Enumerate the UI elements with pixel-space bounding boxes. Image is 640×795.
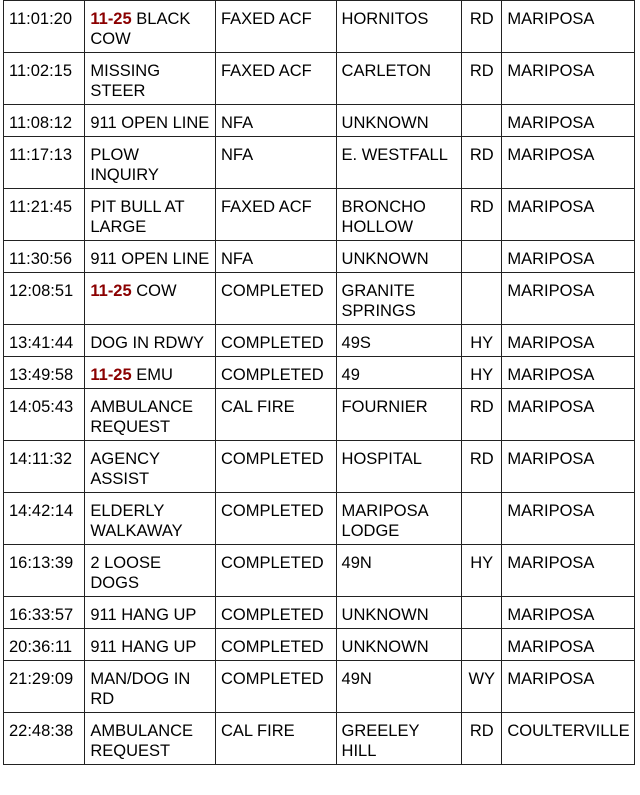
table-row — [4, 325, 635, 357]
suffix-cell — [462, 597, 502, 629]
disposition-cell: FAXED ACF — [215, 189, 336, 241]
table-row — [4, 597, 635, 629]
disposition-cell: COMPLETED — [215, 441, 336, 493]
incident-cell — [85, 389, 216, 441]
table-row — [4, 629, 635, 661]
suffix-cell — [462, 241, 502, 273]
incident-cell — [85, 273, 216, 325]
disposition-cell: COMPLETED — [215, 629, 336, 661]
incident-text: BLACK COW — [90, 10, 191, 48]
city-cell: MARIPOSA — [502, 661, 635, 713]
location-cell: UNKNOWN — [336, 241, 462, 273]
suffix-cell: RD — [462, 1, 502, 53]
city-cell: COULTERVILLE — [502, 713, 635, 765]
suffix-cell: HY — [462, 325, 502, 357]
time-cell: 16:33:57 — [4, 597, 85, 629]
table-row — [4, 189, 635, 241]
city-cell: MARIPOSA — [502, 273, 635, 325]
location-cell: CARLETON — [336, 53, 462, 105]
incident-cell — [85, 713, 216, 765]
table-row — [4, 53, 635, 105]
city-cell: MARIPOSA — [502, 189, 635, 241]
table-row — [4, 661, 635, 713]
time-cell: 11:21:45 — [4, 189, 85, 241]
disposition-cell: FAXED ACF — [215, 53, 336, 105]
disposition-cell: COMPLETED — [215, 493, 336, 545]
location-cell: UNKNOWN — [336, 629, 462, 661]
time-cell: 14:42:14 — [4, 493, 85, 545]
incident-cell — [85, 493, 216, 545]
incident-text: EMU — [131, 366, 173, 384]
incident-text: AMBULANCE REQUEST — [90, 722, 194, 760]
city-cell: MARIPOSA — [502, 357, 635, 389]
city-cell: MARIPOSA — [502, 389, 635, 441]
table-row — [4, 493, 635, 545]
city-cell: MARIPOSA — [502, 545, 635, 597]
incident-text: PIT BULL AT LARGE — [90, 198, 185, 236]
location-cell: 49S — [336, 325, 462, 357]
incident-cell — [85, 241, 216, 273]
incident-code: 11-25 — [90, 366, 132, 384]
city-cell: MARIPOSA — [502, 137, 635, 189]
disposition-cell: COMPLETED — [215, 597, 336, 629]
incident-text: 911 OPEN LINE — [90, 114, 210, 132]
incident-cell — [85, 325, 216, 357]
suffix-cell: RD — [462, 189, 502, 241]
incident-text: 911 HANG UP — [90, 638, 197, 656]
table-row — [4, 389, 635, 441]
incident-code: 11-25 — [90, 10, 132, 28]
incident-cell — [85, 137, 216, 189]
incident-cell — [85, 629, 216, 661]
incident-text: AMBULANCE REQUEST — [90, 398, 194, 436]
time-cell: 16:13:39 — [4, 545, 85, 597]
city-cell: MARIPOSA — [502, 629, 635, 661]
time-cell: 11:02:15 — [4, 53, 85, 105]
time-cell: 12:08:51 — [4, 273, 85, 325]
disposition-cell: NFA — [215, 137, 336, 189]
suffix-cell — [462, 105, 502, 137]
table-row — [4, 137, 635, 189]
disposition-cell: COMPLETED — [215, 357, 336, 389]
location-cell: 49 — [336, 357, 462, 389]
disposition-cell: CAL FIRE — [215, 713, 336, 765]
table-row — [4, 713, 635, 765]
incident-cell — [85, 1, 216, 53]
disposition-cell: NFA — [215, 241, 336, 273]
incident-text: DOG IN RDWY — [90, 334, 205, 352]
time-cell: 11:17:13 — [4, 137, 85, 189]
incident-code: 11-25 — [90, 282, 132, 300]
location-cell: 49N — [336, 545, 462, 597]
incident-text: PLOW INQUIRY — [90, 146, 159, 184]
location-cell: E. WESTFALL — [336, 137, 462, 189]
city-cell: MARIPOSA — [502, 105, 635, 137]
call-log-body — [4, 1, 635, 765]
time-cell: 13:49:58 — [4, 357, 85, 389]
disposition-cell: NFA — [215, 105, 336, 137]
disposition-cell: FAXED ACF — [215, 1, 336, 53]
suffix-cell: HY — [462, 357, 502, 389]
location-cell: BRONCHO HOLLOW — [336, 189, 462, 241]
time-cell: 11:08:12 — [4, 105, 85, 137]
disposition-cell: COMPLETED — [215, 325, 336, 357]
incident-cell — [85, 441, 216, 493]
incident-cell — [85, 105, 216, 137]
incident-cell — [85, 189, 216, 241]
incident-cell — [85, 545, 216, 597]
city-cell: MARIPOSA — [502, 53, 635, 105]
location-cell: UNKNOWN — [336, 597, 462, 629]
city-cell: MARIPOSA — [502, 493, 635, 545]
table-row — [4, 1, 635, 53]
disposition-cell: COMPLETED — [215, 661, 336, 713]
incident-text: ELDERLY WALKAWAY — [90, 502, 183, 540]
city-cell: MARIPOSA — [502, 325, 635, 357]
table-row — [4, 241, 635, 273]
location-cell: 49N — [336, 661, 462, 713]
city-cell: MARIPOSA — [502, 597, 635, 629]
table-row — [4, 357, 635, 389]
time-cell: 11:30:56 — [4, 241, 85, 273]
disposition-cell: CAL FIRE — [215, 389, 336, 441]
call-log-table — [3, 0, 635, 765]
table-row — [4, 441, 635, 493]
suffix-cell: RD — [462, 137, 502, 189]
incident-cell — [85, 661, 216, 713]
suffix-cell: WY — [462, 661, 502, 713]
time-cell: 11:01:20 — [4, 1, 85, 53]
location-cell: HORNITOS — [336, 1, 462, 53]
time-cell: 21:29:09 — [4, 661, 85, 713]
location-cell: GRANITE SPRINGS — [336, 273, 462, 325]
incident-text: 2 LOOSE DOGS — [90, 554, 161, 592]
disposition-cell: COMPLETED — [215, 545, 336, 597]
suffix-cell: HY — [462, 545, 502, 597]
suffix-cell — [462, 493, 502, 545]
city-cell: MARIPOSA — [502, 441, 635, 493]
time-cell: 20:36:11 — [4, 629, 85, 661]
city-cell: MARIPOSA — [502, 1, 635, 53]
suffix-cell: RD — [462, 53, 502, 105]
incident-text: MISSING STEER — [90, 62, 161, 100]
time-cell: 14:11:32 — [4, 441, 85, 493]
incident-cell — [85, 357, 216, 389]
table-row — [4, 545, 635, 597]
table-row — [4, 273, 635, 325]
incident-text: 911 OPEN LINE — [90, 250, 210, 268]
location-cell: UNKNOWN — [336, 105, 462, 137]
suffix-cell: RD — [462, 713, 502, 765]
incident-text: AGENCY ASSIST — [90, 450, 160, 488]
time-cell: 13:41:44 — [4, 325, 85, 357]
location-cell: FOURNIER — [336, 389, 462, 441]
city-cell: MARIPOSA — [502, 241, 635, 273]
suffix-cell: RD — [462, 441, 502, 493]
incident-text: MAN/DOG IN RD — [90, 670, 191, 708]
location-cell: GREELEY HILL — [336, 713, 462, 765]
location-cell: MARIPOSA LODGE — [336, 493, 462, 545]
incident-text: COW — [131, 282, 177, 300]
suffix-cell: RD — [462, 389, 502, 441]
incident-cell — [85, 53, 216, 105]
location-cell: HOSPITAL — [336, 441, 462, 493]
time-cell: 22:48:38 — [4, 713, 85, 765]
table-row — [4, 105, 635, 137]
incident-cell — [85, 597, 216, 629]
suffix-cell — [462, 273, 502, 325]
time-cell: 14:05:43 — [4, 389, 85, 441]
incident-text: 911 HANG UP — [90, 606, 197, 624]
suffix-cell — [462, 629, 502, 661]
disposition-cell: COMPLETED — [215, 273, 336, 325]
